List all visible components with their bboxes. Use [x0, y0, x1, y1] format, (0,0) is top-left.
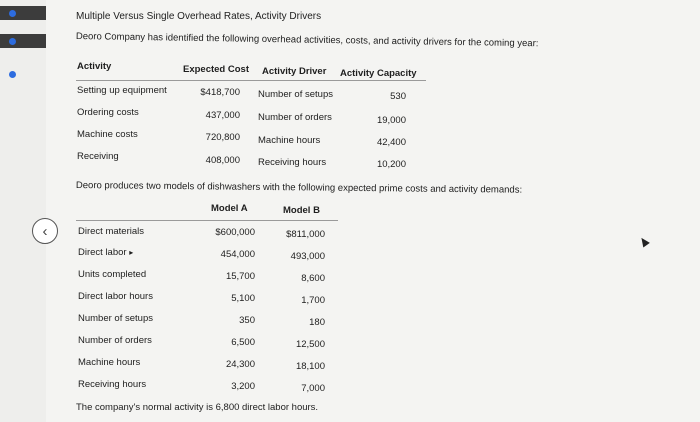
activity-name: Ordering costs	[77, 107, 139, 118]
model-b-value: 18,100	[295, 361, 325, 372]
model-a-value: 3,200	[231, 381, 255, 392]
rail-tab-bar[interactable]	[0, 34, 46, 48]
activity-cost: 437,000	[205, 110, 240, 121]
rail-indicator-dot	[9, 10, 16, 17]
activity-capacity: 10,200	[376, 159, 406, 170]
back-chevron-icon[interactable]: ‹	[32, 218, 58, 244]
model-row-label: Direct materials	[78, 226, 144, 237]
activity-driver: Receiving hours	[258, 157, 327, 168]
activity-capacity: 42,400	[376, 137, 406, 148]
mouse-pointer-icon	[638, 236, 650, 248]
activity-driver: Number of setups	[258, 89, 333, 100]
model-a-value: 15,700	[225, 271, 255, 282]
model-row-label: Number of setups	[78, 313, 153, 324]
activity-name: Receiving	[77, 151, 119, 162]
model-row-label: Receiving hours	[78, 379, 147, 390]
header-activity: Activity	[77, 61, 112, 72]
model-a-value: 5,100	[231, 293, 255, 304]
models-intro-text: Deoro produces two models of dishwashers with the following expected prime costs and activity demands:	[75, 180, 523, 196]
model-b-value: 180	[309, 317, 325, 328]
activity-cost: $418,700	[200, 87, 240, 98]
activity-capacity: 530	[390, 91, 406, 102]
activity-capacity: 19,000	[376, 115, 406, 126]
rail-tab-bar[interactable]	[0, 6, 46, 20]
model-b-value: 493,000	[290, 251, 325, 262]
activity-name: Machine costs	[77, 129, 138, 140]
models-table-divider	[76, 220, 338, 221]
activity-name: Setting up equipment	[77, 85, 167, 96]
model-a-value: 350	[239, 315, 255, 326]
model-b-value: $811,000	[286, 229, 325, 240]
header-model-a: Model A	[211, 203, 248, 214]
model-a-value: 24,300	[225, 359, 255, 370]
intro-text: Deoro Company has identified the following overhead activities, costs, and activity drivers for the coming year:	[75, 31, 539, 50]
activity-driver: Number of orders	[258, 112, 332, 123]
model-a-value: 454,000	[220, 249, 255, 260]
footer-note: The company's normal activity is 6,800 direct labor hours.	[76, 402, 319, 413]
model-row-label: Machine hours	[78, 357, 141, 368]
model-a-value: $600,000	[215, 227, 255, 238]
model-a-value: 6,500	[231, 337, 255, 348]
activity-cost: 720,800	[205, 132, 240, 143]
model-b-value: 7,000	[301, 383, 325, 394]
header-expected-cost: Expected Cost	[183, 64, 249, 75]
rail-indicator-dot	[9, 71, 16, 78]
rail-indicator-dot	[9, 38, 16, 45]
model-row-label: Units completed	[78, 269, 147, 280]
activity-table-divider	[76, 80, 426, 81]
model-row-label: Direct labor hours	[78, 291, 153, 302]
activity-cost: 408,000	[205, 155, 240, 166]
header-activity-driver: Activity Driver	[262, 66, 327, 77]
model-row-label: Number of orders	[78, 335, 152, 346]
header-activity-capacity: Activity Capacity	[340, 68, 417, 79]
header-model-b: Model B	[283, 205, 320, 216]
model-b-value: 12,500	[295, 339, 325, 350]
caret-right-icon: ▸	[129, 248, 134, 257]
activity-driver: Machine hours	[258, 135, 321, 146]
model-b-value: 1,700	[301, 295, 325, 306]
page-title: Multiple Versus Single Overhead Rates, Activity Drivers	[76, 11, 322, 22]
left-rail	[0, 0, 46, 422]
model-row-label: Direct labor ▸	[78, 247, 134, 258]
model-b-value: 8,600	[301, 273, 325, 284]
